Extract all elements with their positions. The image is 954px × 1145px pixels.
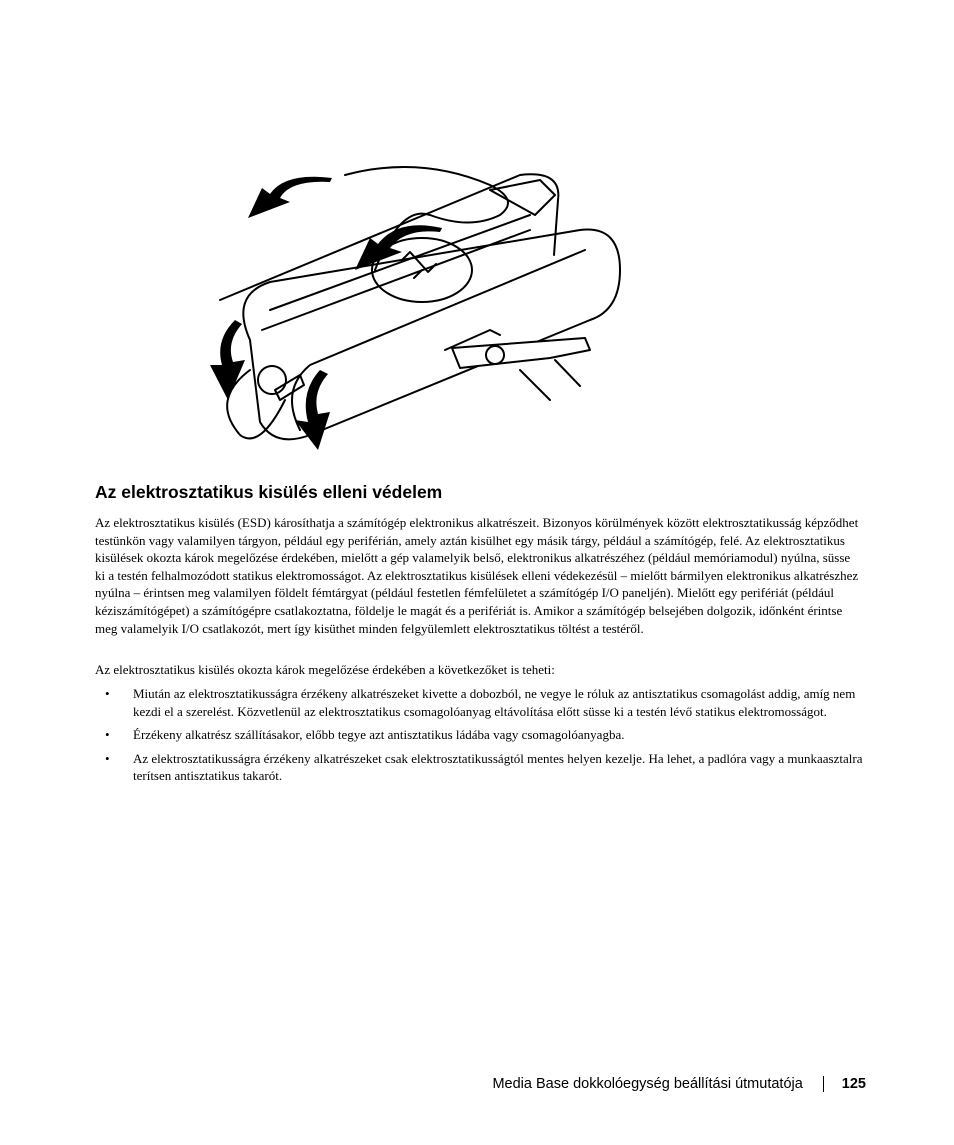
arrow-icon: [248, 177, 332, 218]
bullet-list: [95, 685, 863, 791]
paragraph: Az elektrosztatikus kisülés (ESD) károsíthatja a számítógép elektronikus alkatrészeit. Bizonyos körülmények között elektrosztatikusság képződhet testünkön vagy valamilyen tárgyon, például egy periférián, amely aztán kisülhet egy másik tárgy, például a számítógép, felé. Az elektrosztatikus kisülések okozta károk megelőzése érdekében, mielőtt a gép valamelyik belső, elektronikus alkatrészéhez (például memóriamodul) nyúlna, süsse ki a testén felhalmozódott statikus elektromosságot. Az elektrosztatikus kisülések elleni védekezésül – mielőtt bármilyen elektronikus alkatrészhez nyúlna – érintsen meg valamilyen földelt fémtárgyat (például festetlen fémfelületet a számítógép I/O paneljén). Mielőtt egy perifériát (például kéziszámítógépet) a számítógépre csatlakoztatna, földelje le magát és a perifériát is. Amikor a számítógép belsejében dolgozik, időnként érintse meg valamelyik I/O csatlakozót, mert így kisüthet minden felgyülemlett elektrosztatikus töltést a testéről.: [95, 515, 859, 636]
cable-wrap-illustration: [190, 160, 640, 460]
section-title: Az elektrosztatikus kisülés elleni védelem: [95, 482, 443, 502]
bullet-mark: •: [105, 727, 110, 743]
list-item-text: Érzékeny alkatrész szállításakor, előbb tegye azt antisztatikus ládába vagy csomagolóanyagba.: [133, 727, 625, 743]
list-item: [95, 726, 863, 744]
footer-doc-title: Media Base dokkolóegység beállítási útmutatója: [492, 1076, 803, 1092]
page-footer: [492, 1076, 866, 1092]
list-item: [95, 685, 863, 720]
bullet-mark: •: [105, 750, 110, 766]
io-plate: [452, 338, 590, 368]
device-body: [243, 230, 620, 440]
footer-divider: [823, 1076, 824, 1092]
page-number: 125: [841, 1076, 866, 1092]
paragraph: Az elektrosztatikus kisülés okozta károk megelőzése érdekében a következőket is teheti:: [95, 662, 555, 677]
device-seam: [262, 230, 530, 330]
list-item-text: Az elektrosztatikusságra érzékeny alkatrészeket csak elektrosztatikusságtól mentes helyen kezelje. Ha lehet, a padlóra vagy a munkaasztalra terítsen antisztatikus takarót.: [133, 750, 863, 784]
bullet-mark: •: [105, 686, 110, 701]
list-item: [95, 750, 863, 785]
io-plate-tail: [555, 360, 580, 386]
cable-plug: [275, 375, 304, 400]
cable-plug-ring: [258, 366, 286, 394]
arrow-icon: [210, 320, 245, 400]
power-cable: [490, 180, 555, 215]
list-item-text: Miután az elektrosztatikusságra érzékeny alkatrészeket kivette a dobozból, ne vegye le róluk az antisztatikus csomagolást addig, amíg nem kezdi el a szerelést. Közvetlenül az elektrosztatikus csomagolóanyag eltávolítása előtt süsse ki a testén lévő statikus elektromosságot.: [133, 686, 856, 719]
io-plate-tail: [520, 370, 550, 400]
